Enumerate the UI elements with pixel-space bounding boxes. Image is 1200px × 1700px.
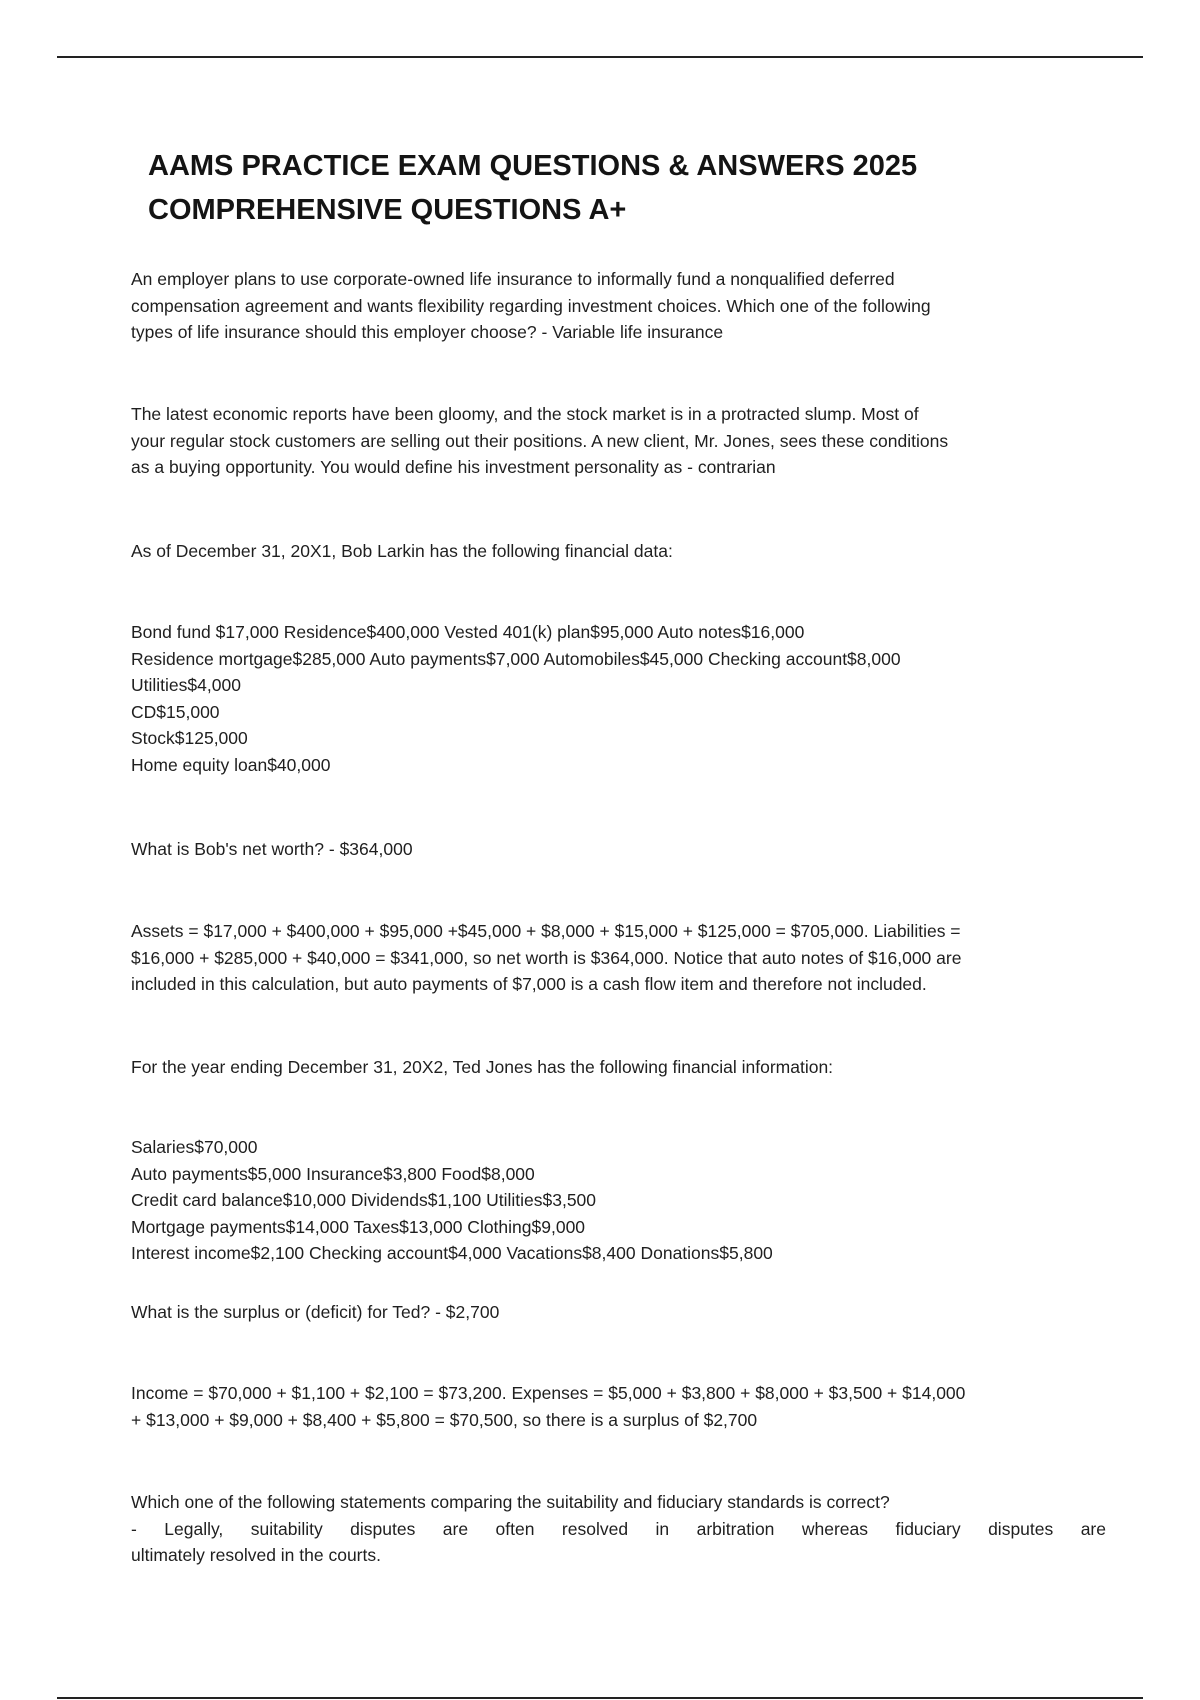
text-line: CD$15,000 (131, 701, 220, 722)
question-4-intro (131, 1054, 1106, 1081)
text-line: What is Bob's net worth? - $364,000 (131, 839, 413, 859)
bottom-divider (57, 1697, 1143, 1699)
text-line: $16,000 + $285,000 + $40,000 = $341,000, so net worth is $364,000. Notice that auto notes of $16,000 are (131, 947, 962, 968)
text-line: The latest economic reports have been gloomy, and the stock market is in a protracted slump. Most of (131, 404, 919, 424)
text-line: Home equity loan$40,000 (131, 754, 331, 775)
text-line: Which one of the following statements comparing the suitability and fiduciary standards is correct? (131, 1492, 890, 1512)
question-4-prompt (131, 1299, 1106, 1326)
text-line: Interest income$2,100 Checking account$4,000 Vacations$8,400 Donations$5,800 (131, 1243, 773, 1263)
top-divider (57, 56, 1143, 58)
question-5 (131, 1489, 1106, 1569)
title-line-2: COMPREHENSIVE QUESTIONS A+ (148, 194, 627, 226)
text-line: - Legally, suitability disputes are often resolved in arbitration whereas fiduciary disputes are (131, 1518, 1106, 1539)
question-4-explanation (131, 1380, 1106, 1433)
question-2 (131, 401, 1106, 481)
text-line: as a buying opportunity. You would define his investment personality as - contrarian (131, 457, 776, 477)
text-line: compensation agreement and wants flexibility regarding investment choices. Which one of the following (131, 295, 931, 316)
text-line: types of life insurance should this employer choose? - Variable life insurance (131, 322, 724, 342)
text-line: For the year ending December 31, 20X2, Ted Jones has the following financial information: (131, 1057, 834, 1077)
text-line: Residence mortgage$285,000 Auto payments$7,000 Automobiles$45,000 Checking account$8,000 (131, 648, 901, 669)
text-line: included in this calculation, but auto payments of $7,000 is a cash flow item and therefore not included. (131, 974, 927, 994)
text-line: What is the surplus or (deficit) for Ted? - $2,700 (131, 1302, 500, 1322)
text-line: ultimately resolved in the courts. (131, 1545, 381, 1565)
text-line: Bond fund $17,000 Residence$400,000 Vested 401(k) plan$95,000 Auto notes$16,000 (131, 622, 805, 642)
question-3-data (131, 619, 1106, 778)
text-line: As of December 31, 20X1, Bob Larkin has the following financial data: (131, 541, 673, 561)
question-3-explanation (131, 918, 1106, 998)
text-line: Income = $70,000 + $1,100 + $2,100 = $73,200. Expenses = $5,000 + $3,800 + $8,000 + $3,500 + $14,000 (131, 1383, 966, 1403)
text-line: Credit card balance$10,000 Dividends$1,100 Utilities$3,500 (131, 1190, 597, 1210)
question-4-data (131, 1134, 1106, 1267)
question-3-prompt (131, 836, 1106, 863)
text-line: Salaries$70,000 (131, 1137, 258, 1157)
question-3-intro (131, 538, 1106, 565)
document-title (148, 144, 1048, 232)
text-line: Mortgage payments$14,000 Taxes$13,000 Clothing$9,000 (131, 1216, 586, 1237)
text-line: Auto payments$5,000 Insurance$3,800 Food$8,000 (131, 1163, 535, 1184)
text-line: Stock$125,000 (131, 728, 248, 748)
question-1 (131, 266, 1106, 346)
text-line: Assets = $17,000 + $400,000 + $95,000 +$45,000 + $8,000 + $15,000 + $125,000 = $705,000. Liabilities = (131, 921, 961, 941)
text-line: An employer plans to use corporate-owned life insurance to informally fund a nonqualified deferred (131, 269, 895, 289)
text-line: Utilities$4,000 (131, 675, 241, 695)
text-line: + $13,000 + $9,000 + $8,400 + $5,800 = $70,500, so there is a surplus of $2,700 (131, 1409, 758, 1430)
text-line: your regular stock customers are selling out their positions. A new client, Mr. Jones, sees these conditions (131, 430, 949, 451)
title-line-1: AAMS PRACTICE EXAM QUESTIONS & ANSWERS 2025 (148, 150, 918, 182)
